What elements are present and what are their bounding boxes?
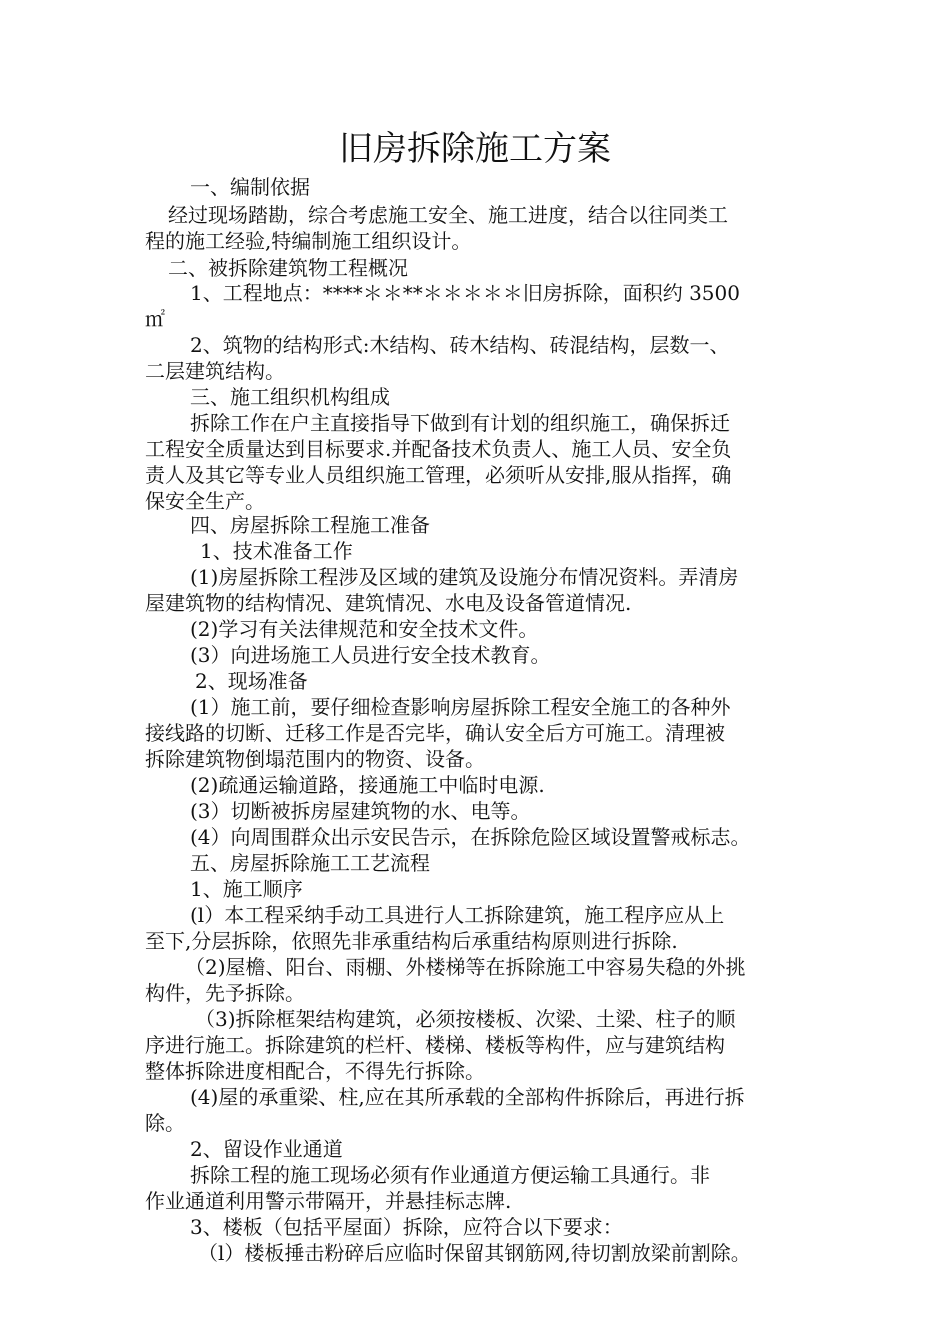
paragraph-line: 2、筑物的结构形式:木结构、砖木结构、砖混结构，层数一、 bbox=[190, 333, 730, 357]
paragraph-line: 序进行施工。拆除建筑的栏杆、楼梯、楼板等构件，应与建筑结构 bbox=[145, 1033, 725, 1057]
paragraph-line: 作业通道利用警示带隔开，并悬挂标志牌. bbox=[145, 1189, 512, 1213]
paragraph-line: (l）本工程采纳手动工具进行人工拆除建筑，施工程序应从上 bbox=[190, 903, 725, 927]
paragraph-line: (4）向周围群众出示安民告示，在拆除危险区域设置警戒标志。 bbox=[190, 825, 751, 849]
paragraph-line: 1、施工顺序 bbox=[190, 877, 303, 901]
paragraph-line: (1）施工前，要仔细检查影响房屋拆除工程安全施工的各种外 bbox=[190, 695, 731, 719]
paragraph-line: 1、技术准备工作 bbox=[200, 539, 353, 563]
paragraph-line: 保安全生产。 bbox=[145, 489, 265, 513]
paragraph-line: 拆除工作在户主直接指导下做到有计划的组织施工，确保拆迁 bbox=[190, 411, 730, 435]
paragraph-line: 构件，先予拆除。 bbox=[145, 981, 305, 1005]
paragraph-line: 1、工程地点：****＊＊**＊＊＊＊＊旧房拆除，面积约 3500 bbox=[190, 281, 740, 305]
paragraph-line: (1)房屋拆除工程涉及区域的建筑及设施分布情况资料。弄清房 bbox=[190, 565, 739, 589]
paragraph-line: (3）向进场施工人员进行安全技术教育。 bbox=[190, 643, 551, 667]
paragraph-line: 2、现场准备 bbox=[195, 669, 308, 693]
paragraph-line: 程的施工经验,特编制施工组织设计。 bbox=[145, 229, 472, 253]
paragraph-line: 一、编制依据 bbox=[190, 175, 310, 199]
paragraph-line: (2)疏通运输道路，接通施工中临时电源. bbox=[190, 773, 545, 797]
paragraph-line: （l）楼板捶击粉碎后应临时保留其钢筋网,待切割放梁前割除。 bbox=[198, 1241, 751, 1265]
paragraph-line: 二层建筑结构。 bbox=[145, 359, 285, 383]
paragraph-line: 接线路的切断、迁移工作是否完毕，确认安全后方可施工。清理被 bbox=[145, 721, 725, 745]
paragraph-line: ㎡ bbox=[145, 307, 165, 331]
paragraph-line: （3)拆除框架结构建筑，必须按楼板、次梁、土梁、柱子的顺 bbox=[195, 1007, 736, 1031]
paragraph-line: 工程安全质量达到目标要求.并配备技术负责人、施工人员、安全负 bbox=[145, 437, 732, 461]
page-title: 旧房拆除施工方案 bbox=[339, 129, 611, 169]
paragraph-line: 五、房屋拆除施工工艺流程 bbox=[190, 851, 430, 875]
paragraph-line: (3）切断被拆房屋建筑物的水、电等。 bbox=[190, 799, 531, 823]
paragraph-line: (4)屋的承重梁、柱,应在其所承载的全部构件拆除后，再进行拆 bbox=[190, 1085, 745, 1109]
paragraph-line: 除。 bbox=[145, 1111, 185, 1135]
paragraph-line: 至下,分层拆除，依照先非承重结构后承重结构原则进行拆除. bbox=[145, 929, 678, 953]
paragraph-line: 3、楼板（包括平屋面）拆除，应符合以下要求： bbox=[190, 1215, 623, 1239]
paragraph-line: 三、施工组织机构组成 bbox=[190, 385, 390, 409]
paragraph-line: 屋建筑物的结构情况、建筑情况、水电及设备管道情况. bbox=[145, 591, 632, 615]
paragraph-line: 拆除工程的施工现场必须有作业通道方便运输工具通行。非 bbox=[190, 1163, 710, 1187]
paragraph-line: 整体拆除进度相配合，不得先行拆除。 bbox=[145, 1059, 485, 1083]
paragraph-line: 经过现场踏勘，综合考虑施工安全、施工进度，结合以往同类工 bbox=[168, 203, 728, 227]
paragraph-line: 责人及其它等专业人员组织施工管理，必须听从安排,服从指挥，确 bbox=[145, 463, 732, 487]
paragraph-line: 四、房屋拆除工程施工准备 bbox=[190, 513, 430, 537]
paragraph-line: (2)学习有关法律规范和安全技术文件。 bbox=[190, 617, 539, 641]
paragraph-line: 二、被拆除建筑物工程概况 bbox=[168, 256, 408, 280]
paragraph-line: 2、留设作业通道 bbox=[190, 1137, 343, 1161]
paragraph-line: 拆除建筑物倒塌范围内的物资、设备。 bbox=[145, 747, 485, 771]
paragraph-line: （2)屋檐、阳台、雨棚、外楼梯等在拆除施工中容易失稳的外挑 bbox=[185, 955, 746, 979]
